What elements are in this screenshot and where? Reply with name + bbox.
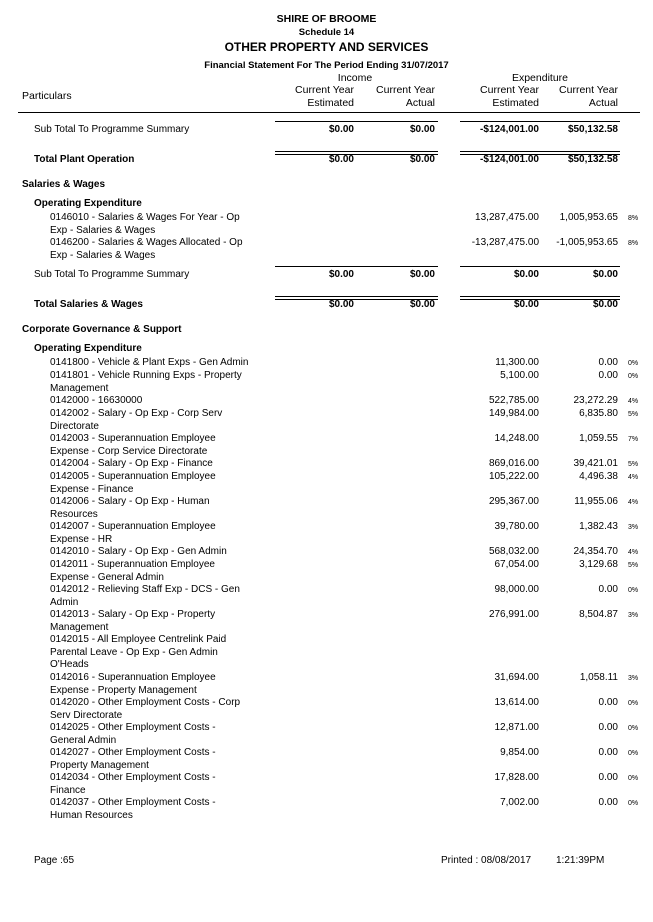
table-row-desc: 0142025 - Other Employment Costs - General Admin: [50, 722, 216, 746]
table-row-percent: 5%: [628, 562, 639, 569]
expenditure-actual-header-2: Actual: [588, 97, 618, 109]
plant-subtotal-expenditure-estimated: -$124,001.00: [480, 124, 539, 135]
table-row-estimated: 12,871.00: [494, 722, 539, 733]
table-row-percent: 4%: [628, 398, 639, 405]
plant-total-label: Total Plant Operation: [34, 154, 135, 165]
table-row-actual: 1,058.11: [579, 672, 618, 683]
table-row-estimated: 568,032.00: [488, 546, 539, 557]
header-divider: [18, 112, 640, 113]
expenditure-actual-header-1: Current Year: [559, 84, 618, 96]
expenditure-header: Expenditure: [511, 72, 569, 84]
table-row-actual: 0.00: [598, 357, 618, 368]
table-row-percent: 3%: [628, 524, 639, 531]
corporate-operating-heading: Operating Expenditure: [34, 343, 142, 354]
salaries-heading: Salaries & Wages: [22, 179, 106, 190]
table-row-estimated: 149,984.00: [488, 408, 539, 419]
table-row-estimated: 105,222.00: [488, 471, 539, 482]
table-row-desc: 0142004 - Salary - Op Exp - Finance: [50, 458, 213, 469]
page-subtitle: Financial Statement For The Period Ending 31/07/2017: [204, 60, 449, 71]
printed-date: Printed : 08/08/2017: [441, 855, 532, 866]
subtotal-rule-expenditure: [460, 121, 620, 122]
table-row-estimated: 7,002.00: [500, 797, 539, 808]
table-row-actual: 1,059.55: [579, 433, 618, 444]
income-actual-header-1: Current Year: [376, 84, 435, 96]
plant-total-income-actual: $0.00: [409, 154, 435, 165]
table-row-percent: 0%: [628, 750, 639, 757]
table-row-percent: 0%: [628, 360, 639, 367]
table-row-desc: 0142000 - 16630000: [50, 395, 143, 406]
table-row-actual: 0.00: [598, 797, 618, 808]
income-header: Income: [337, 72, 373, 84]
table-row-desc: 0142037 - Other Employment Costs - Human Resources: [50, 797, 216, 821]
table-row-desc: 0142034 - Other Employment Costs - Finance: [50, 772, 216, 796]
table-row-percent: 0%: [628, 700, 639, 707]
plant-subtotal-income-estimated: $0.00: [328, 124, 354, 135]
table-row-percent: 8%: [628, 240, 639, 247]
table-row-estimated: 522,785.00: [488, 395, 539, 406]
salaries-total-label: Total Salaries & Wages: [34, 299, 143, 310]
table-row-desc: 0142005 - Superannuation Employee Expense - Finance: [50, 471, 216, 495]
plant-subtotal-label: Sub Total To Programme Summary: [34, 124, 190, 135]
table-row-actual: 39,421.01: [573, 458, 618, 469]
table-row-desc: 0142011 - Superannuation Employee Expense - General Admin: [50, 559, 215, 583]
table-row-percent: 0%: [628, 725, 639, 732]
table-row-estimated: 13,287,475.00: [475, 212, 539, 223]
plant-subtotal-expenditure-actual: $50,132.58: [567, 124, 618, 135]
table-row-actual: 0.00: [598, 772, 618, 783]
table-row-estimated: 5,100.00: [500, 370, 539, 381]
table-row-desc: 0142015 - All Employee Centrelink Paid Parental Leave - Op Exp - Gen Admin O'Heads: [50, 634, 227, 670]
table-row-desc: 0142007 - Superannuation Employee Expense - HR: [50, 521, 216, 545]
table-row-estimated: 13,614.00: [494, 697, 539, 708]
particulars-header: Particulars: [22, 90, 72, 102]
table-row-desc: 0146010 - Salaries & Wages For Year - Op Exp - Salaries & Wages: [50, 212, 240, 236]
table-row-desc: 0141800 - Vehicle & Plant Exps - Gen Admin: [50, 357, 249, 368]
plant-subtotal-income-actual: $0.00: [409, 124, 435, 135]
table-row-desc: 0141801 - Vehicle Running Exps - Property Management: [50, 370, 242, 394]
table-row-estimated: 31,694.00: [494, 672, 539, 683]
table-row-desc: 0142003 - Superannuation Employee Expense - Corp Service Directorate: [50, 433, 216, 457]
salaries-total-expenditure-actual: $0.00: [592, 299, 618, 310]
income-actual-header-2: Actual: [405, 97, 435, 109]
table-row-estimated: 11,300.00: [495, 357, 539, 368]
salaries-subtotal-income-estimated: $0.00: [328, 269, 354, 280]
corporate-heading: Corporate Governance & Support: [22, 324, 182, 335]
table-row-estimated: 9,854.00: [500, 747, 539, 758]
subtotal-rule-income: [275, 266, 438, 267]
table-row-percent: 8%: [628, 215, 639, 222]
subtotal-rule-expenditure: [460, 266, 620, 267]
table-row-desc: 0146200 - Salaries & Wages Allocated - Op Exp - Salaries & Wages: [50, 237, 243, 261]
printed-time: 1:21:39PM: [556, 855, 605, 866]
table-row-percent: 0%: [628, 373, 639, 380]
table-row-actual: 0.00: [598, 697, 618, 708]
subtotal-rule-income: [275, 121, 438, 122]
table-row-desc: 0142012 - Relieving Staff Exp - DCS - Gen Admin: [50, 584, 240, 608]
salaries-subtotal-income-actual: $0.00: [409, 269, 435, 280]
salaries-subtotal-expenditure-estimated: $0.00: [513, 269, 539, 280]
table-row-estimated: -13,287,475.00: [471, 237, 539, 248]
table-row-percent: 5%: [628, 461, 639, 468]
salaries-total-income-estimated: $0.00: [328, 299, 354, 310]
salaries-subtotal-label: Sub Total To Programme Summary: [34, 269, 190, 280]
table-row-estimated: 276,991.00: [488, 609, 539, 620]
table-row-actual: 11,955.06: [574, 496, 618, 507]
table-row-estimated: 39,780.00: [494, 521, 539, 532]
plant-total-expenditure-estimated: -$124,001.00: [480, 154, 539, 165]
income-estimated-header-1: Current Year: [295, 84, 354, 96]
table-row-actual: -1,005,953.65: [556, 237, 618, 248]
salaries-subtotal-expenditure-actual: $0.00: [592, 269, 618, 280]
schedule-label: Schedule 14: [298, 27, 355, 38]
table-row-estimated: 98,000.00: [494, 584, 539, 595]
page-number: Page :65: [34, 855, 75, 866]
table-row-percent: 4%: [628, 549, 639, 556]
table-row-percent: 0%: [628, 800, 639, 807]
table-row-percent: 0%: [628, 587, 639, 594]
salaries-total-expenditure-estimated: $0.00: [513, 299, 539, 310]
table-row-desc: 0142002 - Salary - Op Exp - Corp Serv Directorate: [50, 408, 223, 432]
table-row-desc: 0142010 - Salary - Op Exp - Gen Admin: [50, 546, 227, 557]
table-row-actual: 0.00: [598, 584, 618, 595]
table-row-percent: 4%: [628, 499, 639, 506]
income-estimated-header-2: Estimated: [307, 97, 354, 109]
table-row-actual: 0.00: [598, 370, 618, 381]
table-row-actual: 0.00: [598, 722, 618, 733]
table-row-actual: 6,835.80: [579, 408, 618, 419]
table-row-percent: 0%: [628, 775, 639, 782]
table-row-desc: 0142020 - Other Employment Costs - Corp Serv Directorate: [50, 697, 241, 721]
org-name: SHIRE OF BROOME: [276, 13, 377, 25]
table-row-desc: 0142016 - Superannuation Employee Expense - Property Management: [50, 672, 216, 696]
table-row-estimated: 14,248.00: [494, 433, 539, 444]
table-row-estimated: 295,367.00: [488, 496, 539, 507]
table-row-estimated: 67,054.00: [494, 559, 539, 570]
table-row-percent: 5%: [628, 411, 639, 418]
table-row-percent: 3%: [628, 675, 639, 682]
table-row-estimated: 17,828.00: [494, 772, 539, 783]
table-row-actual: 0.00: [598, 747, 618, 758]
table-row-actual: 1,382.43: [579, 521, 618, 532]
plant-total-expenditure-actual: $50,132.58: [567, 154, 618, 165]
page-title: OTHER PROPERTY AND SERVICES: [224, 40, 429, 54]
salaries-total-income-actual: $0.00: [409, 299, 435, 310]
plant-total-income-estimated: $0.00: [328, 154, 354, 165]
expenditure-estimated-header-1: Current Year: [480, 84, 539, 96]
table-row-actual: 1,005,953.65: [559, 212, 618, 223]
table-row-desc: 0142013 - Salary - Op Exp - Property Management: [50, 609, 216, 633]
table-row-desc: 0142006 - Salary - Op Exp - Human Resources: [50, 496, 210, 520]
table-row-percent: 3%: [628, 612, 639, 619]
table-row-percent: 4%: [628, 474, 639, 481]
table-row-actual: 23,272.29: [573, 395, 618, 406]
table-row-desc: 0142027 - Other Employment Costs - Property Management: [50, 747, 216, 771]
table-row-actual: 8,504.87: [579, 609, 618, 620]
table-row-actual: 4,496.38: [579, 471, 618, 482]
expenditure-estimated-header-2: Estimated: [492, 97, 539, 109]
table-row-percent: 7%: [628, 436, 639, 443]
salaries-operating-heading: Operating Expenditure: [34, 198, 142, 209]
table-row-estimated: 869,016.00: [488, 458, 539, 469]
table-row-actual: 24,354.70: [573, 546, 618, 557]
table-row-actual: 3,129.68: [579, 559, 618, 570]
